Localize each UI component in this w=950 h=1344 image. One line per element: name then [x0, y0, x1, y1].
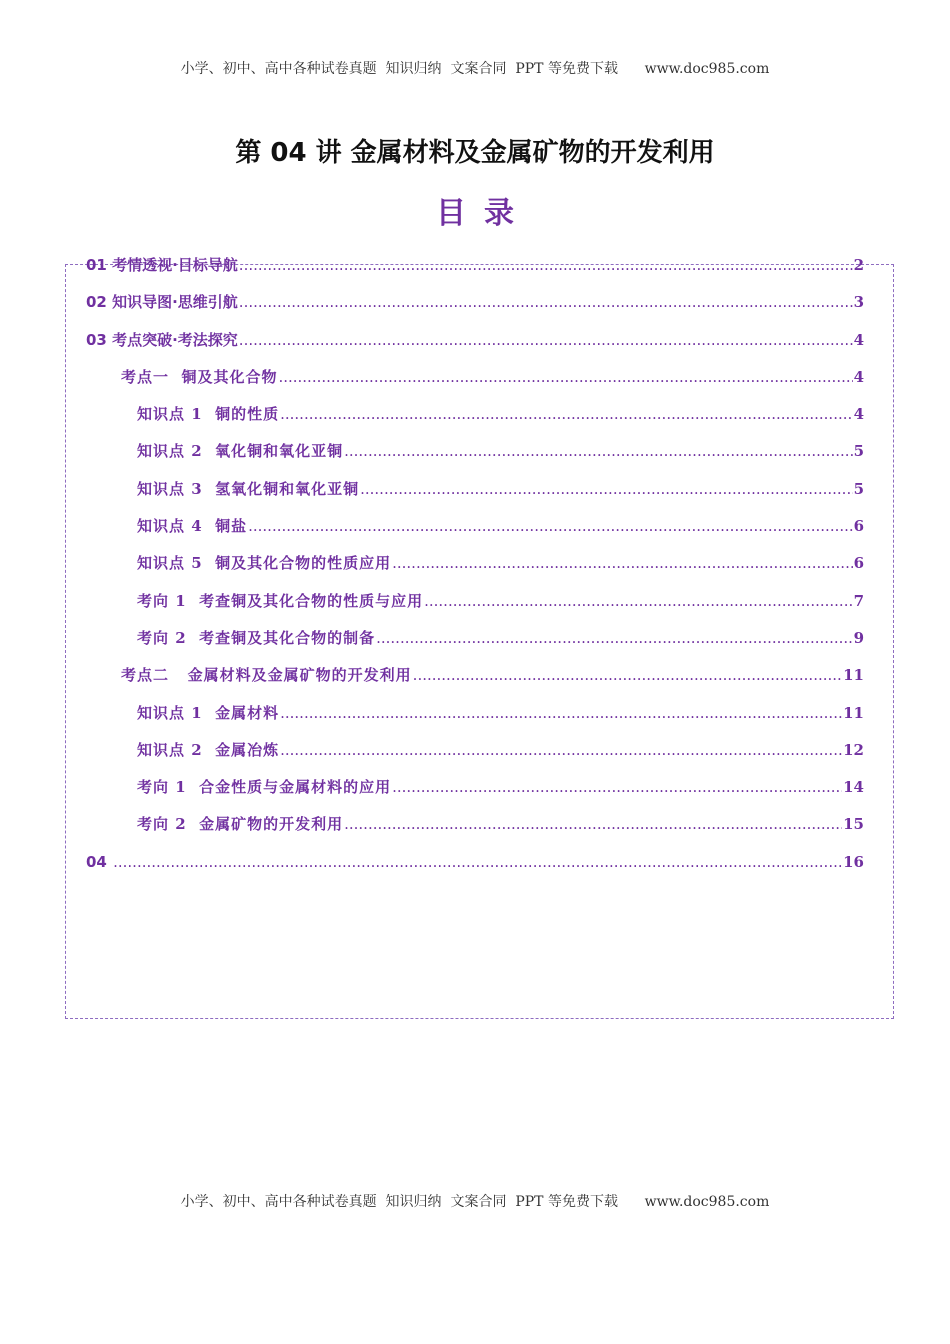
toc-dot-leader [376, 628, 852, 648]
toc-entry-label: 知识点 5 铜及其化合物的性质应用 [137, 554, 392, 573]
toc-entry[interactable] [86, 628, 864, 665]
toc-entry-page-number: 2 [853, 256, 864, 274]
toc-entry-label: 01 考情透视·目标导航 [86, 256, 238, 274]
toc-entry-label: 考向 2 考查铜及其化合物的制备 [137, 628, 376, 647]
toc-entry-label: 考向 1 合金性质与金属材料的应用 [137, 778, 392, 797]
toc-entry[interactable] [86, 703, 864, 740]
toc-entry-label: 考点一 铜及其化合物 [121, 367, 278, 386]
toc-entry[interactable] [86, 665, 864, 702]
toc-dot-leader [248, 516, 852, 536]
document-title: 第 04 讲 金属材料及金属矿物的开发利用 [235, 138, 715, 168]
toc-entry-label: 考向 2 金属矿物的开发利用 [137, 815, 344, 834]
toc-entry-label: 知识点 3 氢氧化铜和氧化亚铜 [137, 479, 360, 498]
toc-entry-page-number: 4 [853, 405, 864, 424]
toc-entry-label: 考点二 金属材料及金属矿物的开发利用 [121, 666, 412, 685]
toc-entry[interactable] [86, 255, 864, 292]
toc-entry-page-number: 5 [853, 442, 864, 461]
toc-entry[interactable] [86, 441, 864, 478]
toc-dot-leader [278, 367, 852, 387]
toc-entry-page-number: 11 [843, 666, 864, 685]
toc-entry[interactable] [86, 404, 864, 441]
toc-dot-leader [239, 292, 853, 312]
toc-entry[interactable] [86, 516, 864, 553]
toc-dot-leader [413, 665, 842, 685]
toc-entry-label: 知识点 1 金属材料 [137, 703, 280, 722]
toc-entry-page-number: 7 [853, 591, 864, 610]
toc-entry-page-number: 9 [853, 628, 864, 647]
toc-entry[interactable] [86, 740, 864, 777]
toc-entry[interactable] [86, 777, 864, 814]
toc-entry-label: 03 考点突破·考法探究 [86, 330, 238, 349]
toc-dot-leader [113, 852, 842, 872]
toc-entry-page-number: 12 [843, 740, 864, 759]
toc-entry-page-number: 6 [853, 554, 864, 573]
toc-entry-label: 知识点 2 氧化铜和氧化亚铜 [137, 442, 344, 461]
toc-dot-leader [360, 479, 852, 499]
toc-entry-page-number: 5 [853, 479, 864, 498]
toc-entry-label: 04 [86, 852, 113, 871]
toc-entry-page-number: 6 [853, 517, 864, 536]
toc-entry-page-number: 4 [853, 367, 864, 386]
toc-dot-leader [239, 255, 853, 275]
toc-entry-label: 知识点 4 铜盐 [137, 517, 248, 536]
toc-entry[interactable] [86, 367, 864, 404]
table-of-contents [86, 255, 864, 889]
toc-dot-leader [424, 591, 852, 611]
toc-dot-leader [280, 703, 842, 723]
toc-entry[interactable] [86, 479, 864, 516]
toc-dot-leader [280, 404, 852, 424]
toc-entry-label: 知识点 2 金属冶炼 [137, 740, 280, 759]
toc-entry-page-number: 4 [853, 330, 864, 349]
toc-entry-page-number: 16 [843, 852, 864, 871]
toc-entry[interactable] [86, 330, 864, 367]
toc-dot-leader [239, 330, 853, 350]
toc-entry[interactable] [86, 553, 864, 590]
toc-entry[interactable] [86, 814, 864, 851]
toc-entry-page-number: 3 [853, 293, 864, 312]
toc-entry-label: 考向 1 考查铜及其化合物的性质与应用 [137, 591, 424, 610]
toc-entry-page-number: 14 [843, 778, 864, 797]
toc-entry[interactable] [86, 292, 864, 329]
toc-entry[interactable] [86, 591, 864, 628]
toc-dot-leader [344, 814, 842, 834]
toc-heading: 目录 [436, 196, 532, 231]
toc-entry-label: 02 知识导图·思维引航 [86, 293, 238, 312]
toc-dot-leader [392, 553, 852, 573]
toc-entry-page-number: 15 [843, 815, 864, 834]
toc-dot-leader [392, 777, 842, 797]
toc-entry[interactable] [86, 852, 864, 889]
toc-entry-page-number: 11 [843, 703, 864, 722]
page-footer: 小学、初中、高中各种试卷真题 知识归纳 文案合同 PPT 等免费下载 www.doc985.com [180, 1194, 770, 1210]
toc-dot-leader [344, 441, 852, 461]
toc-entry-label: 知识点 1 铜的性质 [137, 405, 280, 424]
toc-dot-leader [280, 740, 842, 760]
page-header: 小学、初中、高中各种试卷真题 知识归纳 文案合同 PPT 等免费下载 www.doc985.com [180, 61, 770, 77]
